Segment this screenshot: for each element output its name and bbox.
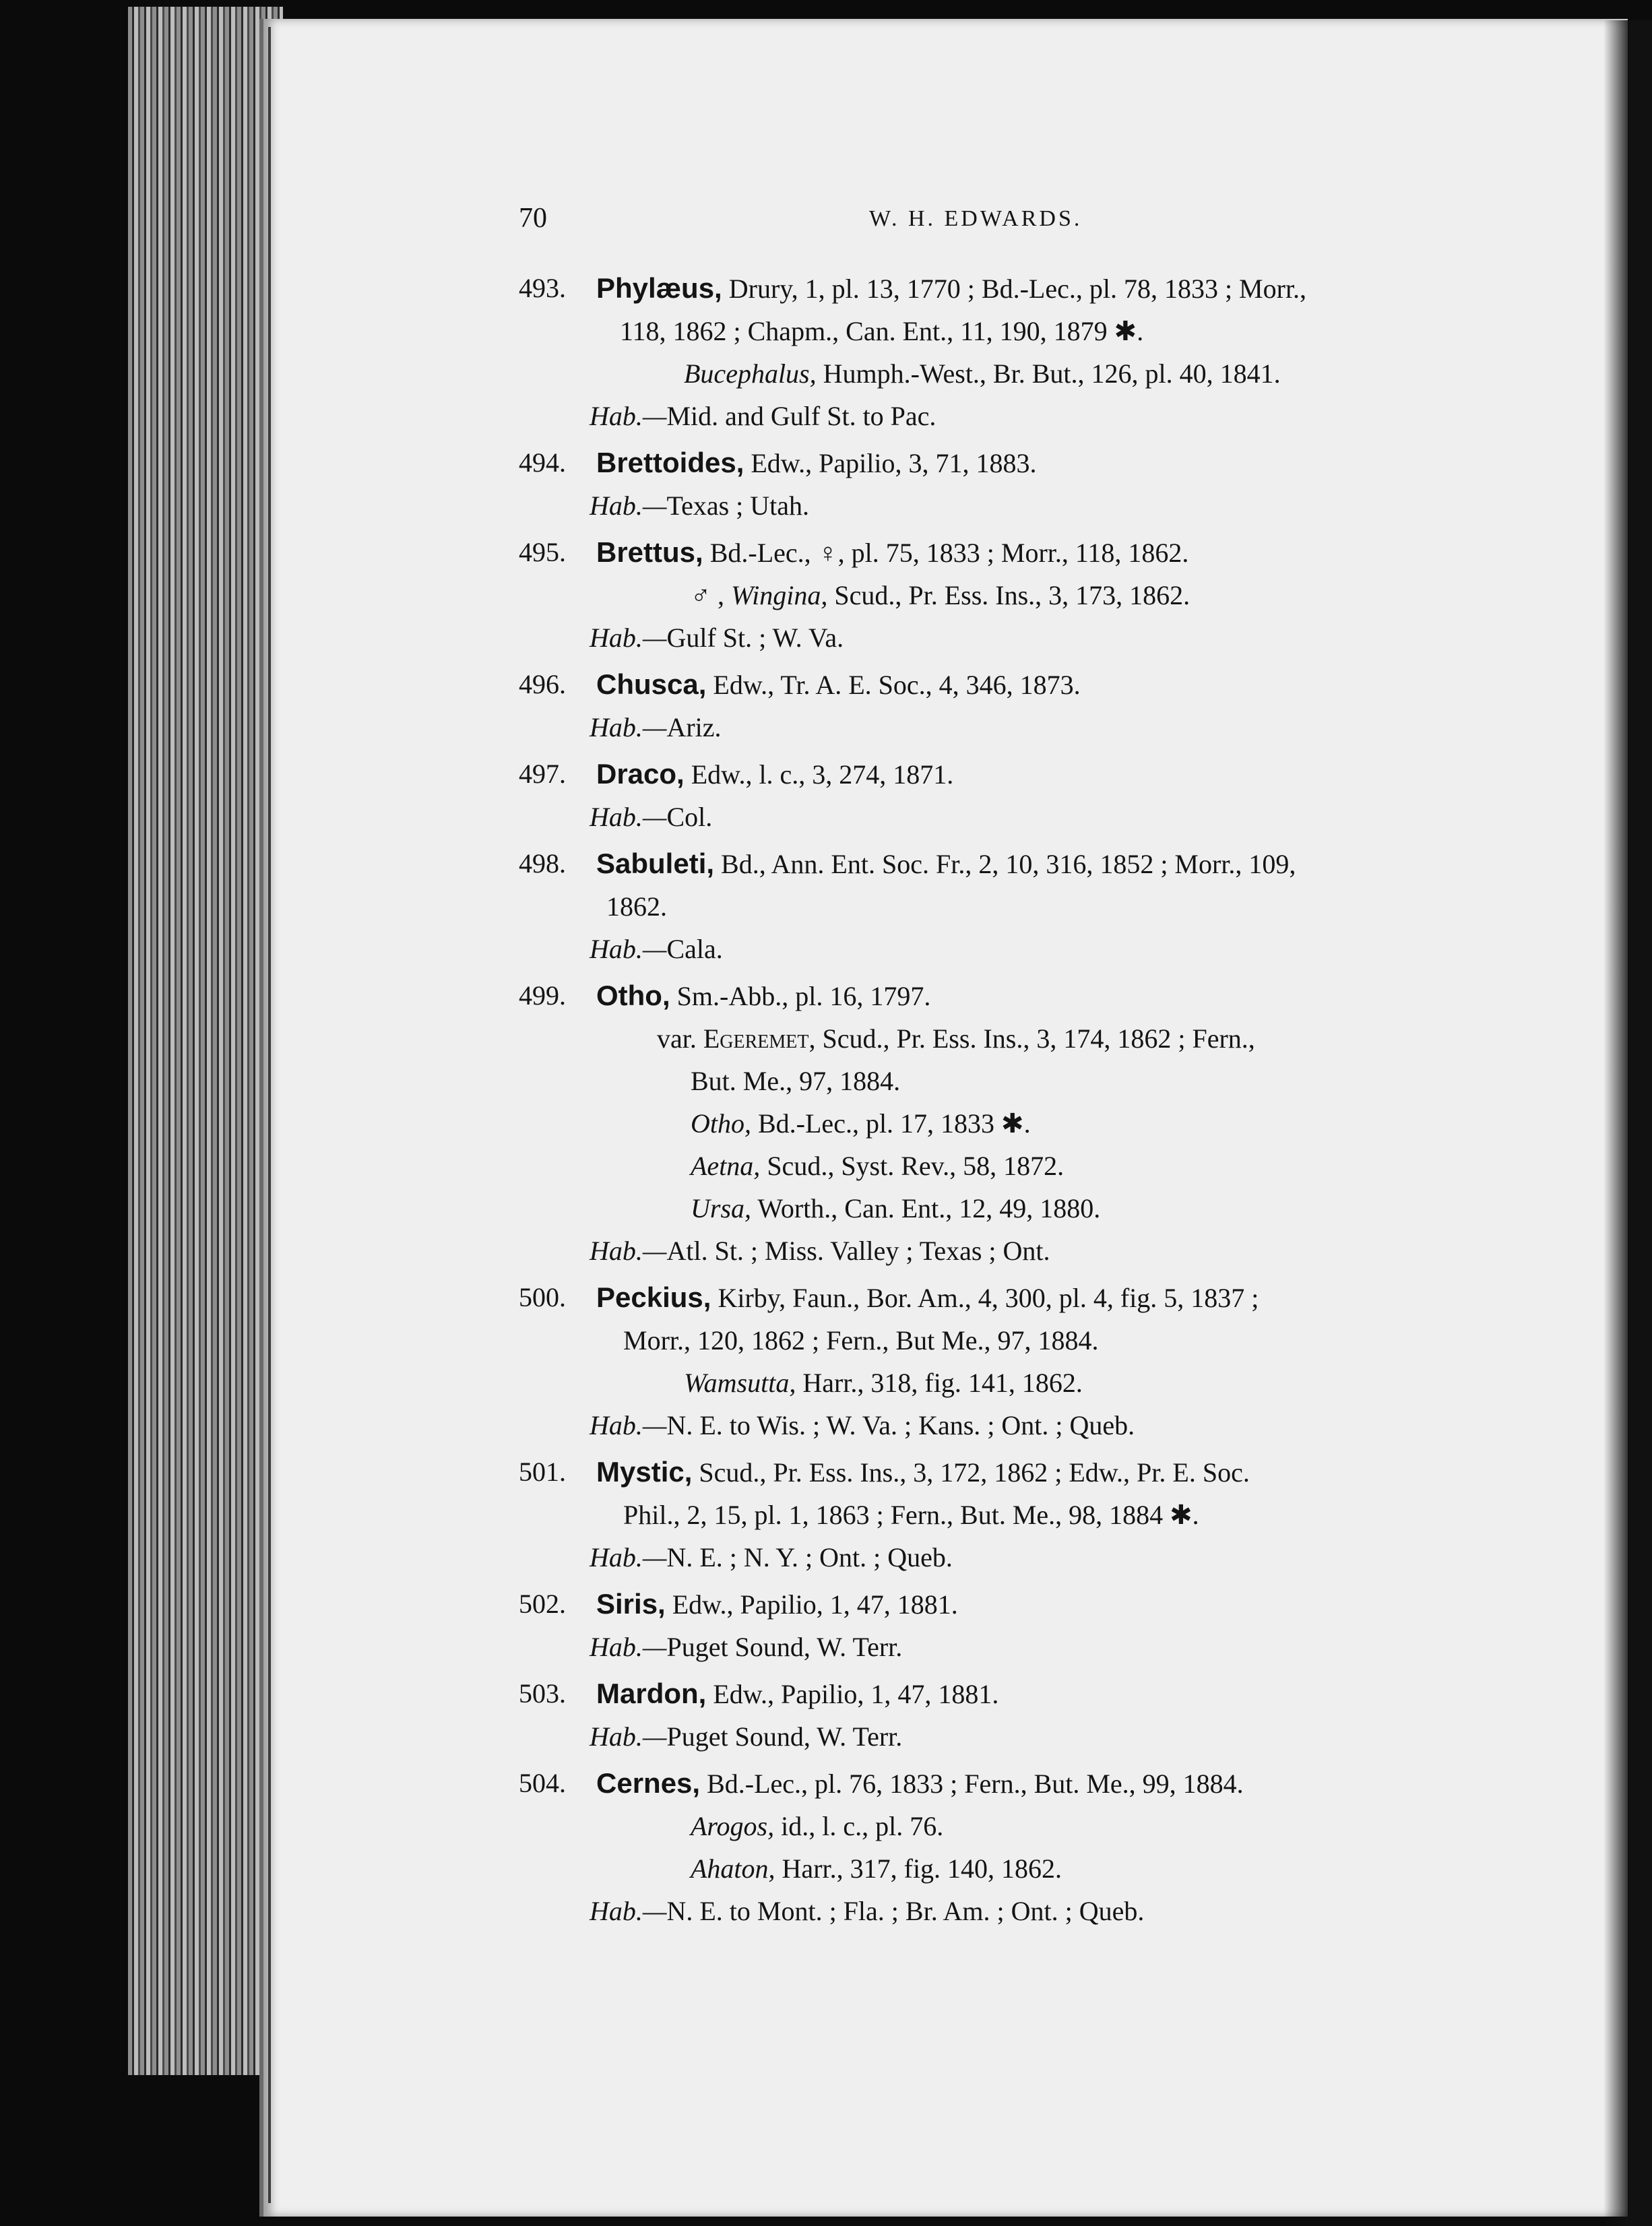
citation: Edw., l. c., 3, 274, 1871.: [691, 759, 954, 790]
synonym-name: Ursa,: [691, 1193, 752, 1223]
habitat-line: [519, 1230, 1475, 1272]
synonym-citation: Harr., 317, fig. 140, 1862.: [782, 1853, 1062, 1884]
species-name: Otho,: [596, 980, 670, 1011]
habitat-label: Hab.—: [590, 623, 667, 653]
male-symbol: ♂ ,: [691, 580, 724, 610]
species-name: Siris,: [596, 1588, 666, 1620]
synonym-line: [519, 1187, 1475, 1230]
variety-citation: Scud., Pr. Ess. Ins., 3, 174, 1862 ; Fern.,: [822, 1023, 1255, 1054]
page-number: 70: [519, 203, 547, 234]
species-entry-496: [519, 663, 1475, 749]
species-entry-498: [519, 842, 1475, 970]
synonym-line: [519, 1805, 1475, 1847]
synonym-name: Aetna,: [691, 1151, 761, 1181]
habitat-text: Atl. St. ; Miss. Valley ; Texas ; Ont.: [666, 1236, 1050, 1266]
habitat-label: Hab.—: [590, 1410, 667, 1440]
citation: Scud., Pr. Ess. Ins., 3, 172, 1862 ; Edw., Pr. E. Soc.: [699, 1457, 1250, 1488]
habitat-text: Ariz.: [666, 712, 722, 742]
synonym-line: [519, 352, 1475, 395]
variety-line: [519, 1017, 1475, 1060]
species-name: Mystic,: [596, 1456, 693, 1488]
variety-prefix: var.: [657, 1023, 697, 1054]
habitat-label: Hab.—: [590, 1896, 667, 1926]
species-entry-504: [519, 1762, 1475, 1932]
variety-name: Egeremet,: [703, 1023, 816, 1054]
habitat-label: Hab.—: [590, 1632, 667, 1662]
species-entry-495: [519, 531, 1475, 659]
species-entry-494: [519, 441, 1475, 527]
habitat-text: Texas ; Utah.: [666, 490, 810, 521]
citation-continued: 1862.: [606, 891, 667, 922]
citation: Bd., Ann. Ent. Soc. Fr., 2, 10, 316, 1852 ; Morr., 109,: [721, 849, 1296, 879]
entry-number: 501.: [519, 1457, 566, 1487]
synonym-citation: Scud., Syst. Rev., 58, 1872.: [767, 1151, 1065, 1181]
synonym-citation: id., l. c., pl. 76.: [781, 1811, 944, 1841]
habitat-text: Col.: [666, 802, 713, 832]
species-name: Draco,: [596, 758, 685, 790]
species-entry-503: [519, 1672, 1475, 1758]
entry-number: 499.: [519, 980, 566, 1011]
habitat-label: Hab.—: [590, 712, 667, 742]
species-name: Chusca,: [596, 668, 707, 700]
habitat-text: Mid. and Gulf St. to Pac.: [666, 401, 936, 431]
species-entry-493: [519, 267, 1475, 437]
citation: Sm.-Abb., pl. 16, 1797.: [676, 981, 931, 1011]
citation: Bd.-Lec., ♀, pl. 75, 1833 ; Morr., 118, 1862.: [709, 538, 1189, 568]
running-head: W. H. EDWARDS.: [869, 206, 1083, 231]
habitat-text: N. E. to Wis. ; W. Va. ; Kans. ; Ont. ; Queb.: [666, 1410, 1135, 1440]
entry-number: 494.: [519, 447, 566, 478]
habitat-line: [519, 1404, 1475, 1446]
entry-number: 495.: [519, 537, 566, 567]
habitat-text: Puget Sound, W. Terr.: [666, 1632, 903, 1662]
entry-number: 496.: [519, 669, 566, 699]
habitat-line: [519, 796, 1475, 838]
citation-continued: Phil., 2, 15, pl. 1, 1863 ; Fern., But. Me., 98, 1884 ✱.: [623, 1500, 1199, 1530]
synonym-citation: Harr., 318, fig. 141, 1862.: [802, 1368, 1083, 1398]
citation: Edw., Papilio, 3, 71, 1883.: [751, 448, 1037, 478]
entry-number: 504.: [519, 1768, 566, 1798]
habitat-text: Gulf St. ; W. Va.: [666, 623, 844, 653]
synonym-name: Bucephalus,: [684, 358, 817, 389]
habitat-line: [519, 928, 1475, 970]
species-entry-500: [519, 1276, 1475, 1446]
entry-number: 503.: [519, 1678, 566, 1709]
entry-number: 498.: [519, 848, 566, 879]
species-name: Peckius,: [596, 1281, 711, 1313]
species-entry-499: [519, 974, 1475, 1272]
habitat-text: Puget Sound, W. Terr.: [666, 1721, 903, 1752]
citation: Edw., Tr. A. E. Soc., 4, 346, 1873.: [713, 670, 1081, 700]
habitat-label: Hab.—: [590, 490, 667, 521]
habitat-line: [519, 484, 1475, 527]
citation: Kirby, Faun., Bor. Am., 4, 300, pl. 4, fig. 5, 1837 ;: [718, 1283, 1259, 1313]
entry-number: 497.: [519, 759, 566, 789]
species-entry-497: [519, 753, 1475, 838]
habitat-line: [519, 395, 1475, 437]
species-name: Brettus,: [596, 536, 703, 568]
habitat-line: [519, 1890, 1475, 1932]
species-name: Mardon,: [596, 1678, 707, 1709]
habitat-line: [519, 1536, 1475, 1579]
synonym-citation: Bd.-Lec., pl. 17, 1833 ✱.: [758, 1108, 1031, 1139]
citation-continued: 118, 1862 ; Chapm., Can. Ent., 11, 190, 1879 ✱.: [620, 316, 1144, 346]
habitat-line: [519, 706, 1475, 749]
synonym-line: [519, 1145, 1475, 1187]
synonym-name: Wingina,: [731, 580, 828, 610]
habitat-label: Hab.—: [590, 1721, 667, 1752]
citation: Edw., Papilio, 1, 47, 1881.: [713, 1679, 999, 1709]
habitat-label: Hab.—: [590, 1542, 667, 1572]
habitat-text: N. E. ; N. Y. ; Ont. ; Queb.: [666, 1542, 953, 1572]
right-shadow: [1603, 20, 1652, 2226]
species-name: Brettoides,: [596, 447, 744, 478]
synonym-line: [519, 1362, 1475, 1404]
habitat-text: Cala.: [666, 934, 723, 964]
synonym-name: Otho,: [691, 1108, 751, 1139]
habitat-line: [519, 1715, 1475, 1758]
synonym-citation: Worth., Can. Ent., 12, 49, 1880.: [757, 1193, 1101, 1223]
species-name: Phylæus,: [596, 272, 722, 304]
synonym-name: Wamsutta,: [684, 1368, 796, 1398]
citation: Drury, 1, pl. 13, 1770 ; Bd.-Lec., pl. 78, 1833 ; Morr.,: [728, 274, 1307, 304]
habitat-label: Hab.—: [590, 1236, 667, 1266]
entry-number: 493.: [519, 273, 566, 303]
habitat-text: N. E. to Mont. ; Fla. ; Br. Am. ; Ont. ; Queb.: [666, 1896, 1145, 1926]
species-entry-501: [519, 1451, 1475, 1579]
variety-citation-continued: But. Me., 97, 1884.: [691, 1066, 901, 1096]
synonym-citation: Scud., Pr. Ess. Ins., 3, 173, 1862.: [834, 580, 1190, 610]
species-list: [519, 267, 1475, 1936]
habitat-line: [519, 616, 1475, 659]
synonym-name: Ahaton,: [691, 1853, 775, 1884]
habitat-label: Hab.—: [590, 802, 667, 832]
citation-continued: Morr., 120, 1862 ; Fern., But Me., 97, 1884.: [623, 1325, 1099, 1356]
habitat-label: Hab.—: [590, 934, 667, 964]
gutter-line: [268, 27, 271, 2203]
entry-number: 500.: [519, 1282, 566, 1312]
page-header: [0, 202, 1652, 236]
citation: Bd.-Lec., pl. 76, 1833 ; Fern., But. Me., 99, 1884.: [707, 1769, 1244, 1799]
synonym-line: [519, 1847, 1475, 1890]
species-name: Sabuleti,: [596, 848, 715, 879]
entry-number: 502.: [519, 1589, 566, 1619]
synonym-citation: Humph.-West., Br. But., 126, pl. 40, 1841.: [823, 358, 1281, 389]
synonym-name: Arogos,: [691, 1811, 775, 1841]
species-entry-502: [519, 1583, 1475, 1668]
citation: Edw., Papilio, 1, 47, 1881.: [672, 1589, 958, 1620]
species-name: Cernes,: [596, 1767, 701, 1799]
habitat-line: [519, 1626, 1475, 1668]
synonym-line: [519, 574, 1475, 616]
habitat-label: Hab.—: [590, 401, 667, 431]
synonym-line: [519, 1102, 1475, 1145]
